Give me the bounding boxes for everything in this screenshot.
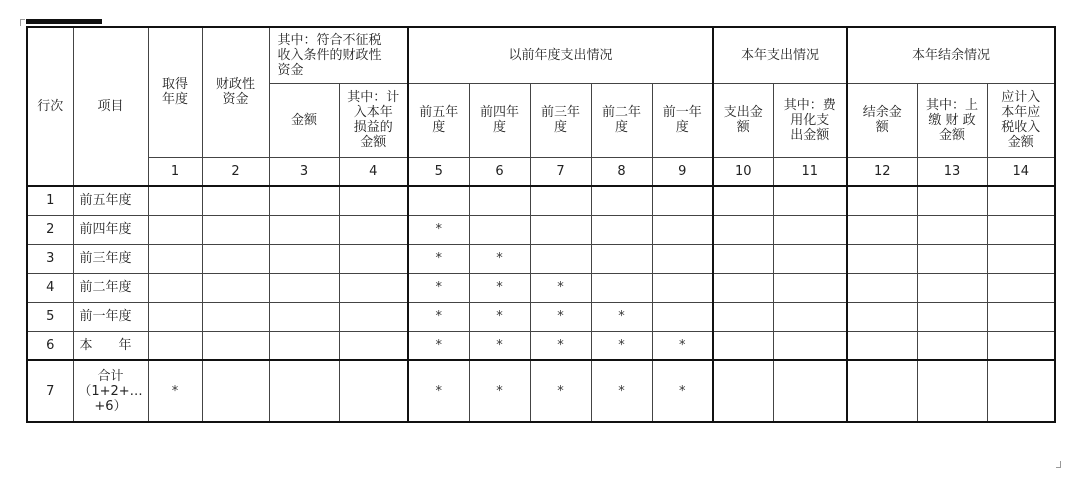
row-number: 7 — [27, 360, 73, 422]
table-row — [27, 244, 1055, 273]
header-spend-amount: 支出金 额 — [713, 83, 773, 157]
table-cell — [148, 302, 202, 331]
table-cell — [917, 302, 987, 331]
row-number: 2 — [27, 215, 73, 244]
row-label: 前四年度 — [73, 215, 148, 244]
header-balance-group: 本年结余情况 — [847, 27, 1055, 83]
row-label: 前一年度 — [73, 302, 148, 331]
table-cell — [530, 215, 591, 244]
table-cell: * — [408, 273, 469, 302]
table-cell — [987, 273, 1055, 302]
table-cell — [202, 215, 269, 244]
header-amount: 金额 — [269, 83, 339, 157]
table-cell — [773, 273, 847, 302]
table-cell — [713, 273, 773, 302]
table-cell: * — [530, 331, 591, 360]
table-cell — [917, 273, 987, 302]
table-cell — [987, 186, 1055, 215]
header-fiscal-fund: 财政性 资金 — [202, 27, 269, 157]
header-prior-5: 前五年 度 — [408, 83, 469, 157]
header-prior-1: 前一年 度 — [652, 83, 713, 157]
table-cell — [339, 273, 408, 302]
table-cell — [339, 186, 408, 215]
row-label: 本 年 — [73, 331, 148, 360]
table-cell — [917, 360, 987, 422]
table-cell — [847, 244, 917, 273]
table-cell: * — [591, 360, 652, 422]
table-cell — [202, 302, 269, 331]
row-number: 3 — [27, 244, 73, 273]
header-remitted: 其中：上 缴 财 政 金额 — [917, 83, 987, 157]
header-taxable: 应计入 本年应 税收入 金额 — [987, 83, 1055, 157]
col-number: 11 — [773, 157, 847, 186]
table-cell: * — [469, 273, 530, 302]
table-cell: * — [469, 244, 530, 273]
table-cell — [148, 273, 202, 302]
col-number: 14 — [987, 157, 1055, 186]
header-acq-year: 取得 年度 — [148, 27, 202, 157]
table-cell — [591, 215, 652, 244]
table-cell: * — [148, 360, 202, 422]
table-cell — [847, 331, 917, 360]
col-number: 12 — [847, 157, 917, 186]
table-cell: * — [530, 273, 591, 302]
table-cell: * — [408, 302, 469, 331]
table-cell — [652, 215, 713, 244]
header-item: 项目 — [73, 27, 148, 186]
table-cell: * — [530, 360, 591, 422]
table-cell — [773, 360, 847, 422]
col-number: 3 — [269, 157, 339, 186]
table-cell — [339, 215, 408, 244]
fiscal-fund-table — [26, 26, 1056, 423]
row-label: 合计 （1+2+… +6） — [73, 360, 148, 422]
table-cell — [202, 273, 269, 302]
header-included-income: 其中：计 入本年 损益的 金额 — [339, 83, 408, 157]
col-number: 2 — [202, 157, 269, 186]
table-cell: * — [530, 302, 591, 331]
table-cell — [773, 215, 847, 244]
corner-mark — [20, 19, 25, 26]
table-cell — [652, 273, 713, 302]
table-cell: * — [591, 331, 652, 360]
table-cell — [847, 360, 917, 422]
table-row — [27, 215, 1055, 244]
col-number: 6 — [469, 157, 530, 186]
table-cell: * — [469, 331, 530, 360]
table-cell: * — [469, 302, 530, 331]
col-number: 8 — [591, 157, 652, 186]
table-cell — [530, 244, 591, 273]
table-cell — [148, 331, 202, 360]
table-cell — [713, 186, 773, 215]
header-expensed: 其中：费 用化支 出金额 — [773, 83, 847, 157]
table-cell: * — [469, 360, 530, 422]
table-cell — [469, 215, 530, 244]
col-number: 4 — [339, 157, 408, 186]
table-cell — [469, 186, 530, 215]
col-number: 1 — [148, 157, 202, 186]
table-row — [27, 273, 1055, 302]
table-cell — [202, 186, 269, 215]
table-cell — [148, 244, 202, 273]
table-cell — [269, 273, 339, 302]
table-cell — [987, 215, 1055, 244]
table-cell — [408, 186, 469, 215]
table-row — [27, 302, 1055, 331]
table-cell: * — [591, 302, 652, 331]
table-cell — [269, 302, 339, 331]
table-cell — [917, 331, 987, 360]
row-label: 前三年度 — [73, 244, 148, 273]
table-row — [27, 360, 1055, 422]
table-row — [27, 331, 1055, 360]
end-mark — [1056, 461, 1061, 468]
table-cell — [339, 331, 408, 360]
table-cell — [652, 186, 713, 215]
table-cell — [773, 244, 847, 273]
table-cell — [713, 244, 773, 273]
table-row — [27, 186, 1055, 215]
header-nontax-group: 其中：符合不征税 收入条件的财政性 资金 — [269, 27, 408, 83]
row-number: 5 — [27, 302, 73, 331]
table-cell — [339, 244, 408, 273]
table-cell — [591, 244, 652, 273]
table-cell — [202, 360, 269, 422]
col-number: 5 — [408, 157, 469, 186]
table-cell — [713, 215, 773, 244]
row-number: 6 — [27, 331, 73, 360]
col-number: 13 — [917, 157, 987, 186]
header-prior-group: 以前年度支出情况 — [408, 27, 713, 83]
header-prior-4: 前四年 度 — [469, 83, 530, 157]
table-cell — [339, 302, 408, 331]
table-cell — [269, 331, 339, 360]
top-bar-mark — [26, 19, 102, 24]
row-number: 1 — [27, 186, 73, 215]
table-cell — [591, 186, 652, 215]
table-cell — [713, 331, 773, 360]
header-prior-3: 前三年 度 — [530, 83, 591, 157]
row-number: 4 — [27, 273, 73, 302]
table-cell — [530, 186, 591, 215]
table-cell — [917, 244, 987, 273]
table-cell — [847, 215, 917, 244]
header-balance-amount: 结余金 额 — [847, 83, 917, 157]
table-cell — [148, 186, 202, 215]
table-cell — [917, 215, 987, 244]
table-cell — [652, 302, 713, 331]
table-cell — [773, 186, 847, 215]
header-row-no: 行次 — [27, 27, 73, 186]
table-cell — [987, 331, 1055, 360]
table-cell — [202, 244, 269, 273]
table-cell — [269, 360, 339, 422]
table-cell — [987, 360, 1055, 422]
table-cell — [269, 215, 339, 244]
row-label: 前五年度 — [73, 186, 148, 215]
table-cell — [591, 273, 652, 302]
col-number: 9 — [652, 157, 713, 186]
table-cell — [987, 244, 1055, 273]
table-cell — [847, 302, 917, 331]
table-cell — [148, 215, 202, 244]
table-cell: * — [408, 215, 469, 244]
table-cell — [339, 360, 408, 422]
table-cell — [652, 244, 713, 273]
col-number: 10 — [713, 157, 773, 186]
table-cell — [269, 244, 339, 273]
table-cell — [987, 302, 1055, 331]
table-cell — [269, 186, 339, 215]
row-label: 前二年度 — [73, 273, 148, 302]
table-cell — [917, 186, 987, 215]
table-cell: * — [652, 360, 713, 422]
table-cell — [713, 302, 773, 331]
table-cell: * — [408, 360, 469, 422]
table-cell — [713, 360, 773, 422]
table-cell — [847, 186, 917, 215]
table-cell: * — [408, 331, 469, 360]
table-cell — [773, 331, 847, 360]
table-cell — [773, 302, 847, 331]
table-cell: * — [408, 244, 469, 273]
table-cell: * — [652, 331, 713, 360]
header-current-group: 本年支出情况 — [713, 27, 847, 83]
col-number: 7 — [530, 157, 591, 186]
table-cell — [847, 273, 917, 302]
table-cell — [202, 331, 269, 360]
header-prior-2: 前二年 度 — [591, 83, 652, 157]
